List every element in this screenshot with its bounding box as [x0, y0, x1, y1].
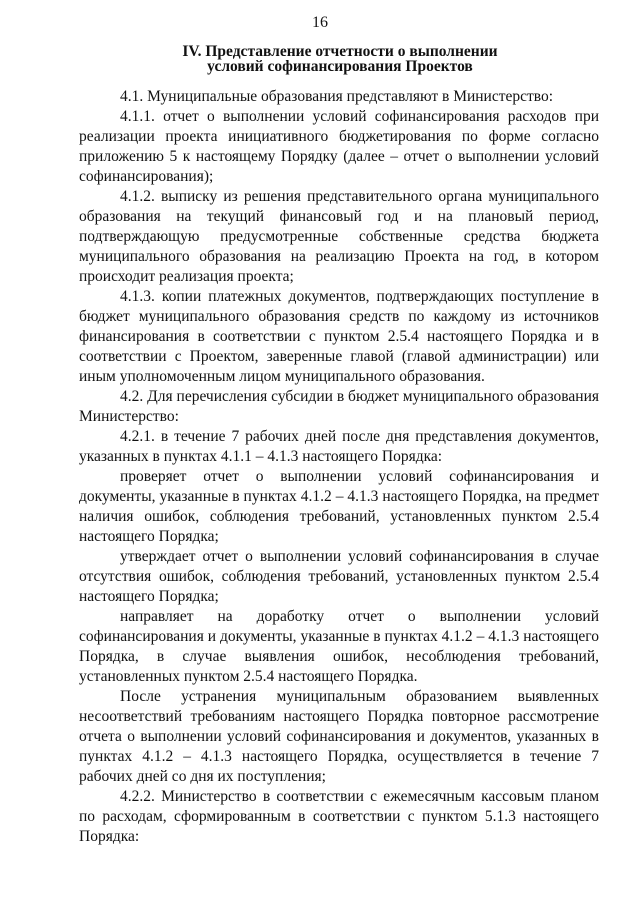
paragraph-after-correction: После устранения муниципальным образованием выявленных несоответствий требованиям настоящего Порядка повторное рассмотрение отчета о выполнении условий софинансирования и документов, указанных в пунктах 4.1.2 – 4.1.3 настоящего Порядка, осуществляется в течение 7 рабочих дней со дня их поступления;: [79, 688, 599, 785]
page-number: 16: [312, 14, 328, 31]
paragraph-4-2-1: 4.2.1. в течение 7 рабочих дней после дня представления документов, указанных в пунктах 4.1.1 – 4.1.3 настоящего Порядка:: [79, 428, 599, 465]
document-body: [79, 87, 599, 847]
paragraph-approves-report: утверждает отчет о выполнении условий софинансирования в случае отсутствия ошибок, соблюдения требований, установленных пунктом 2.5.4 настоящего Порядка;: [79, 548, 599, 605]
paragraph-checks-report: проверяет отчет о выполнении условий софинансирования и документы, указанные в пунктах 4.1.2 – 4.1.3 настоящего Порядка, на предмет наличия ошибок, соблюдения требований, установленных пунктом 2.5.4 настоящего Порядка;: [79, 468, 599, 545]
section-heading-line-2: условий софинансирования Проектов: [207, 58, 473, 75]
paragraph-4-1-3: 4.1.3. копии платежных документов, подтверждающих поступление в бюджет муниципального образования средств по каждому из источников финансирования в соответствии с пунктом 2.5.4 настоящего Порядка и в соответствии с Проектом, заверенные главой (главой администрации) или иным уполномоченным лицом муниципального образования.: [79, 288, 599, 385]
paragraph-4-1: 4.1. Муниципальные образования представляют в Министерство:: [120, 88, 554, 105]
paragraph-4-2-2: 4.2.2. Министерство в соответствии с ежемесячным кассовым планом по расходам, сформированным в соответствии с пунктом 5.1.3 настоящего Порядка:: [79, 788, 599, 845]
section-heading-line-1: IV. Представление отчетности о выполнении: [182, 43, 498, 60]
paragraph-4-2: 4.2. Для перечисления субсидии в бюджет муниципального образования Министерство:: [79, 388, 599, 425]
paragraph-4-1-1: 4.1.1. отчет о выполнении условий софинансирования расходов при реализации проекта инициативного бюджетирования по форме согласно приложению 5 к настоящему Порядку (далее – отчет о выполнении условий софинансирования);: [79, 108, 599, 185]
paragraph-returns-report: направляет на доработку отчет о выполнении условий софинансирования и документы, указанные в пунктах 4.1.2 – 4.1.3 настоящего Порядка, в случае выявления ошибок, несоблюдения требований, установленных пунктом 2.5.4 настоящего Порядка.: [79, 608, 599, 685]
paragraph-4-1-2: 4.1.2. выписку из решения представительного органа муниципального образования на текущий финансовый год и на плановый период, подтверждающую предусмотренные собственные средства бюджета муниципального образования на реализацию Проекта на год, в котором происходит реализация проекта;: [79, 188, 599, 285]
section-heading: [80, 44, 600, 74]
